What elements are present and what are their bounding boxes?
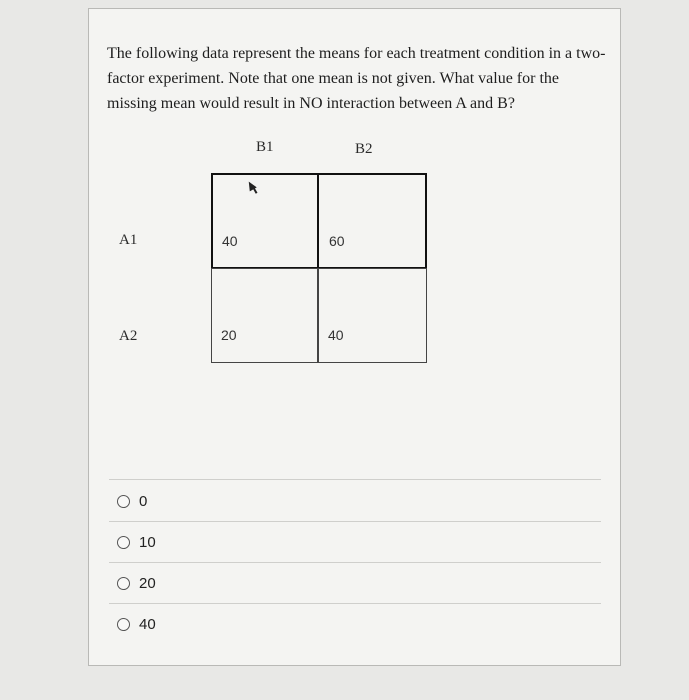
option-10[interactable] [117,531,156,553]
row-header-a2: A2 [119,328,138,344]
divider [109,479,601,480]
question-card [88,8,621,666]
cell-value: 40 [222,233,238,249]
radio-button[interactable] [117,577,130,590]
option-40[interactable] [117,613,156,635]
radio-button[interactable] [117,618,130,631]
cursor-arrow-icon [245,180,256,192]
divider [109,562,601,563]
cell-a1-b1 [211,173,319,269]
cell-a2-b1 [211,268,319,363]
cell-a1-b2 [317,173,427,269]
divider [109,603,601,604]
radio-button[interactable] [117,495,130,508]
option-label: 10 [139,533,156,551]
option-0[interactable] [117,490,147,512]
question-text: The following data represent the means for each treatment condition in a two-factor experiment. Note that one mean is not given. What value for the missing mean would result in NO interaction between A and B? [107,45,606,112]
cell-a2-b2 [317,268,427,363]
divider [109,521,601,522]
column-header-b1: B1 [256,139,274,155]
cell-value: 60 [329,233,345,249]
row-header-a1: A1 [119,232,138,248]
cell-value: 20 [221,327,237,343]
option-label: 20 [139,574,156,592]
radio-button[interactable] [117,536,130,549]
cell-value: 40 [328,327,344,343]
column-header-b2: B2 [355,141,373,157]
option-label: 0 [139,492,148,510]
option-20[interactable] [117,572,156,594]
option-label: 40 [139,615,156,633]
means-table [211,173,427,363]
